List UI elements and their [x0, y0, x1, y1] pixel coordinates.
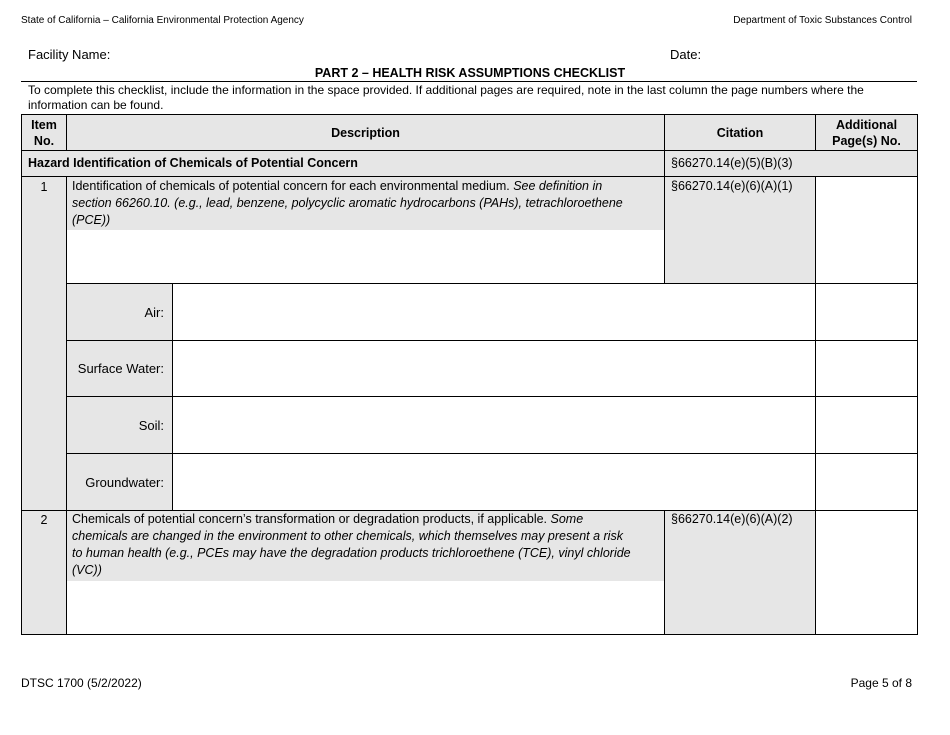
soil-input-field[interactable] — [172, 396, 816, 454]
media-label-surface-water: Surface Water: — [66, 340, 173, 397]
row2-description-line3: to human health (e.g., PCEs may have the degradation products trichloroethene (TCE), vinyl chloride — [72, 546, 631, 560]
groundwater-additional-pages-field[interactable] — [815, 453, 918, 511]
surface-water-input-field[interactable] — [172, 340, 816, 397]
col-header-additional-pages — [815, 114, 918, 151]
col-header-item-line1: Item — [31, 117, 57, 132]
row1-additional-pages-field[interactable] — [815, 176, 918, 284]
media-label-soil: Soil: — [66, 396, 173, 454]
row1-description-line2: section 66260.10. (e.g., lead, benzene, polycyclic aromatic hydrocarbons (PAHs), tetrachloroethene — [72, 196, 623, 210]
page-title: PART 2 – HEALTH RISK ASSUMPTIONS CHECKLIST — [314, 66, 626, 80]
intro-line-2: information can be found. — [28, 98, 164, 112]
row2-description-line2: chemicals are changed in the environment to other chemicals, which themselves may present a risk — [72, 529, 623, 543]
section-citation-cell — [664, 150, 918, 177]
facility-name-label: Facility Name: — [28, 47, 111, 62]
col-header-description: Description — [66, 114, 665, 151]
row2-citation: §66270.14(e)(6)(A)(2) — [671, 512, 793, 526]
row2-description-line4: (VC)) — [72, 563, 102, 577]
row1-description-cell — [66, 176, 665, 284]
row1-description-line1 — [72, 178, 602, 196]
row1-description-text: Identification of chemicals of potential concern for each environmental medium. — [72, 179, 510, 193]
col-header-add-line2: Page(s) No. — [832, 133, 901, 148]
row2-description-cell — [66, 510, 665, 635]
form-number: DTSC 1700 (5/2/2022) — [21, 676, 142, 690]
groundwater-input-field[interactable] — [172, 453, 816, 511]
intro-line-1: To complete this checklist, include the information in the space provided. If additional pages are required, note in the last column the page numbers where the — [28, 83, 864, 97]
row1-citation: §66270.14(e)(6)(A)(1) — [671, 179, 793, 193]
agency-header: State of California – California Environmental Protection Agency — [21, 15, 304, 26]
air-additional-pages-field[interactable] — [815, 283, 918, 341]
row2-item-no-cell — [21, 510, 67, 635]
section-heading-row — [21, 150, 665, 177]
surface-water-additional-pages-field[interactable] — [815, 340, 918, 397]
row2-additional-pages-field[interactable] — [815, 510, 918, 635]
col-header-item-line2: No. — [33, 133, 55, 148]
department-header: Department of Toxic Substances Control — [733, 15, 912, 26]
col-header-item-no — [21, 114, 67, 151]
row1-item-no-cell — [21, 176, 67, 511]
section-citation: §66270.14(e)(5)(B)(3) — [671, 156, 793, 170]
page-number: Page 5 of 8 — [850, 676, 912, 690]
row2-description-text: Chemicals of potential concern’s transformation or degradation products, if applicable. — [72, 512, 548, 526]
media-label-air: Air: — [66, 283, 173, 341]
row2-description-line1 — [72, 511, 583, 529]
soil-additional-pages-field[interactable] — [815, 396, 918, 454]
air-input-field[interactable] — [172, 283, 816, 341]
row2-citation-cell — [664, 510, 816, 635]
col-header-add-line1: Additional — [835, 117, 898, 132]
row2-item-no: 2 — [40, 513, 48, 527]
date-label: Date: — [670, 47, 702, 62]
row1-description-italic: See definition in — [513, 179, 603, 193]
row1-item-no: 1 — [40, 180, 48, 194]
title-rule — [21, 81, 917, 82]
media-label-groundwater: Groundwater: — [66, 453, 173, 511]
row1-citation-cell — [664, 176, 816, 284]
row2-description-italic: Some — [550, 512, 584, 526]
section-heading: Hazard Identification of Chemicals of Potential Concern — [28, 156, 358, 170]
row1-description-line3: (PCE)) — [72, 213, 111, 227]
col-header-citation: Citation — [664, 114, 816, 151]
